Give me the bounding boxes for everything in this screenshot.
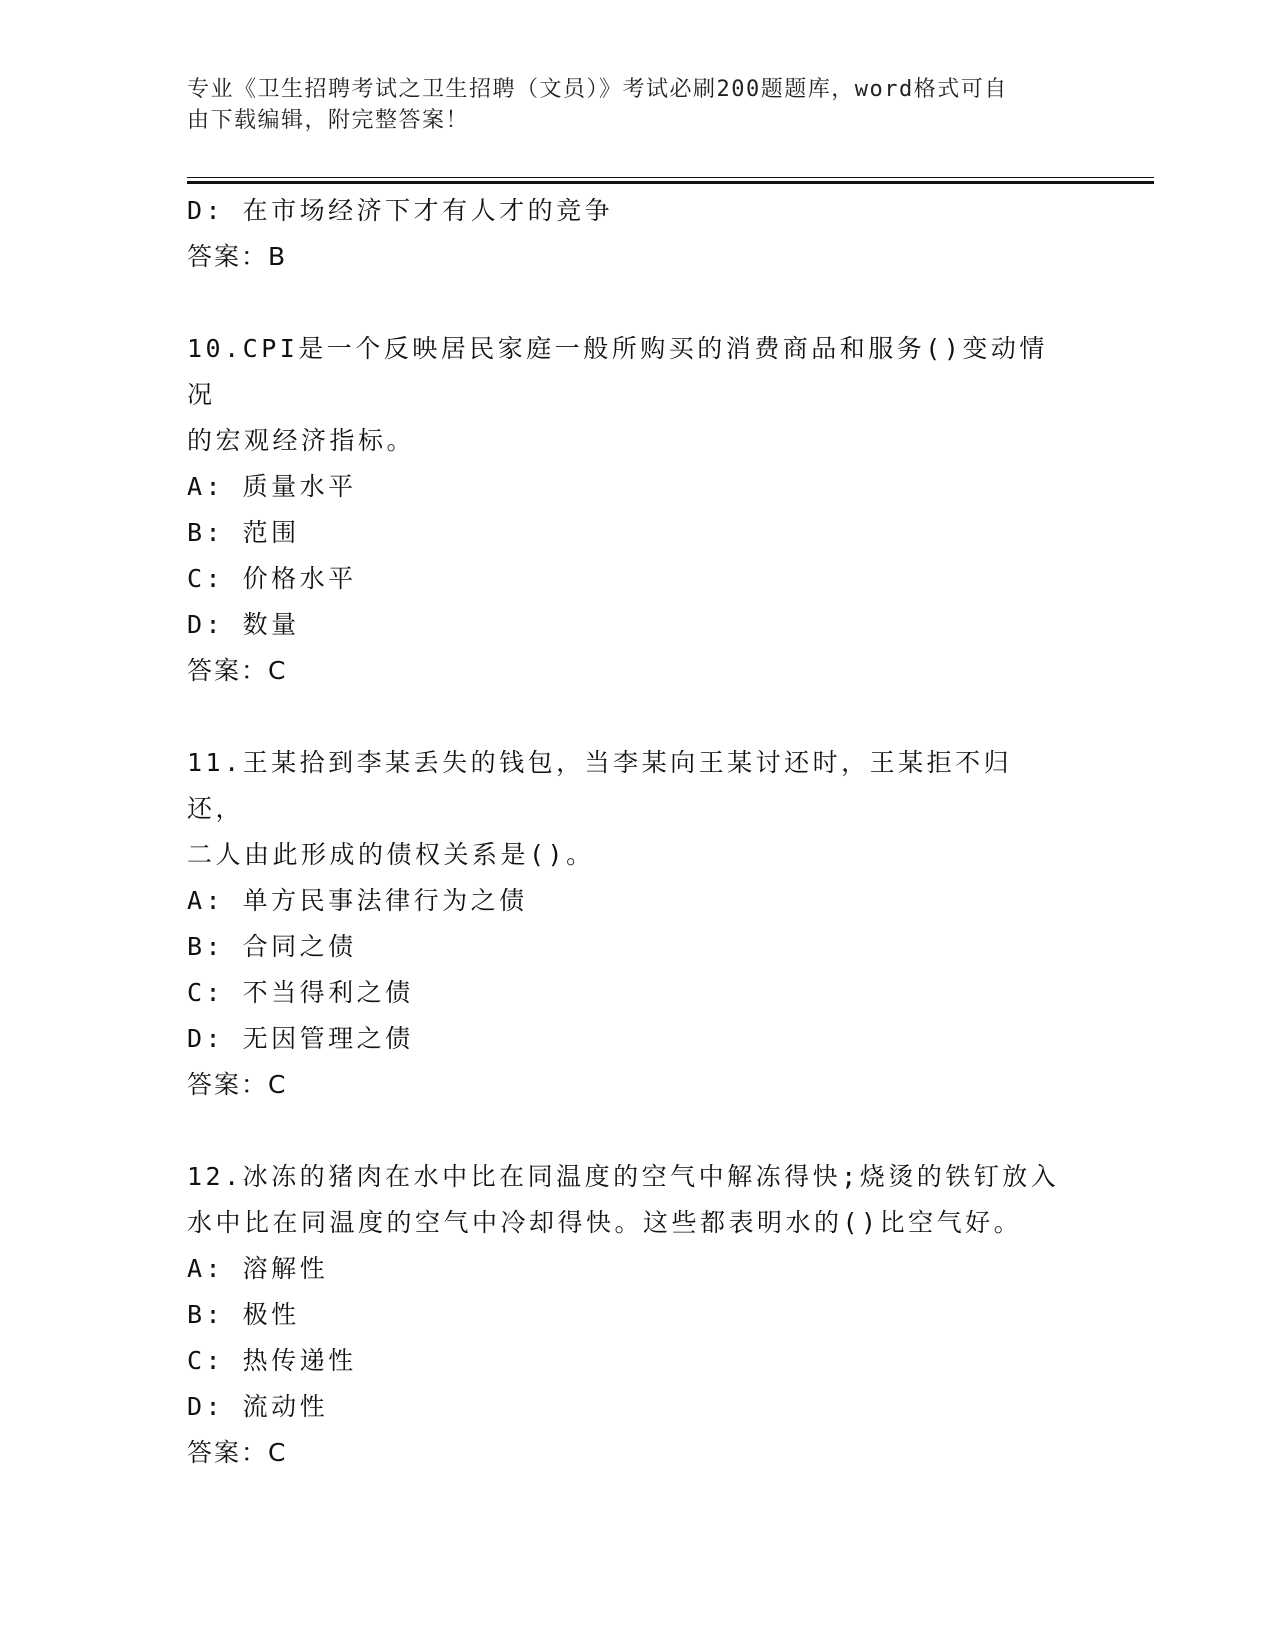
- option-c: C: 价格水平: [187, 564, 357, 593]
- answer-line: 答案：C: [187, 1070, 288, 1099]
- header-line-1: 专业《卫生招聘考试之卫生招聘（文员）》考试必刷200题题库，word格式可自: [187, 77, 1008, 102]
- option-a: A: 单方民事法律行为之债: [187, 886, 528, 915]
- option-b: B: 合同之债: [187, 932, 357, 961]
- document-header: [187, 74, 1067, 136]
- option-b: B: 极性: [187, 1300, 300, 1329]
- option-d: D: 无因管理之债: [187, 1024, 414, 1053]
- answer-line: 答案：C: [187, 1438, 288, 1467]
- option-b: B: 范围: [187, 518, 300, 547]
- header-divider-thick: [187, 181, 1154, 184]
- option-c: C: 不当得利之债: [187, 978, 414, 1007]
- answer-line: 答案：C: [187, 656, 288, 685]
- option-d: D: 数量: [187, 610, 300, 639]
- spacer: [187, 694, 1067, 740]
- option-a: A: 质量水平: [187, 472, 357, 501]
- question-stem-line-2: 的宏观经济指标。: [187, 426, 416, 455]
- question-list: [187, 188, 1067, 1476]
- question-11: [187, 740, 1067, 1108]
- question-12: [187, 1154, 1067, 1476]
- question-10: [187, 326, 1067, 694]
- spacer: [187, 1108, 1067, 1154]
- option-a: A: 溶解性: [187, 1254, 329, 1283]
- option-d: D: 流动性: [187, 1392, 329, 1421]
- option-d: D: 在市场经济下才有人才的竞争: [187, 196, 614, 225]
- question-stem-line-2: 二人由此形成的债权关系是()。: [187, 840, 595, 869]
- question-stem-line-1: 12.冰冻的猪肉在水中比在同温度的空气中解冻得快;烧烫的铁钉放入: [187, 1162, 1060, 1191]
- header-line-2: 由下载编辑，附完整答案！: [187, 108, 470, 133]
- question-stem-line-1: 11.王某拾到李某丢失的钱包，当李某向王某讨还时，王某拒不归还，: [187, 748, 1013, 823]
- header-divider-thin: [187, 177, 1154, 178]
- question-stem-line-2: 水中比在同温度的空气中冷却得快。这些都表明水的()比空气好。: [187, 1208, 1023, 1237]
- spacer: [187, 280, 1067, 326]
- question-stem-line-1: 10.CPI是一个反映居民家庭一般所购买的消费商品和服务()变动情况: [187, 334, 1048, 409]
- option-c: C: 热传递性: [187, 1346, 357, 1375]
- previous-question-tail: [187, 188, 1067, 280]
- answer-line: 答案：B: [187, 242, 288, 271]
